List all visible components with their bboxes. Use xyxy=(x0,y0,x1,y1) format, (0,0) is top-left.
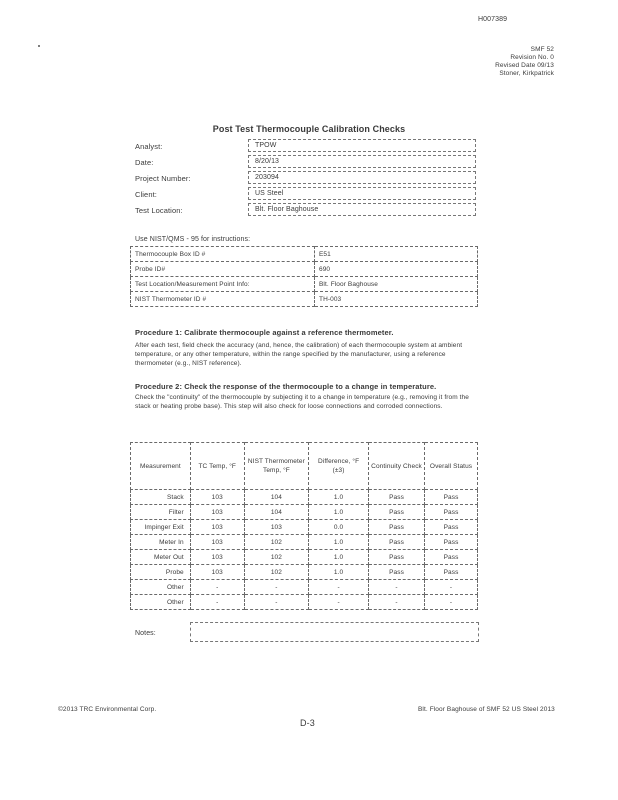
client-label: Client: xyxy=(135,190,157,199)
status-cell[interactable]: Pass xyxy=(425,520,478,535)
table-row xyxy=(131,490,478,505)
measurement-cell: Impinger Exit xyxy=(131,520,191,535)
table-row xyxy=(131,247,478,262)
header-line: Stoner, Kirkpatrick xyxy=(499,70,554,77)
equipment-label: Thermocouple Box ID # xyxy=(131,247,315,262)
equipment-value[interactable]: Blt. Floor Baghouse xyxy=(315,277,478,292)
tc-temp-cell[interactable]: - xyxy=(190,595,244,610)
difference-cell[interactable]: 1.0 xyxy=(309,565,369,580)
status-cell[interactable]: Pass xyxy=(425,490,478,505)
measurement-cell: Other xyxy=(131,595,191,610)
equipment-value[interactable]: TH-003 xyxy=(315,292,478,307)
tc-temp-cell[interactable]: 103 xyxy=(190,535,244,550)
analyst-field[interactable]: TPOW xyxy=(248,139,476,152)
difference-cell[interactable]: 1.0 xyxy=(309,535,369,550)
measurement-cell: Other xyxy=(131,580,191,595)
tc-temp-cell[interactable]: 103 xyxy=(190,520,244,535)
difference-cell[interactable]: 1.0 xyxy=(309,490,369,505)
table-row xyxy=(131,580,478,595)
continuity-cell[interactable]: - xyxy=(369,595,425,610)
header-line: Revision No. 0 xyxy=(510,54,554,61)
col-header-measurement: Measurement xyxy=(131,443,191,490)
continuity-cell[interactable]: Pass xyxy=(369,550,425,565)
table-row xyxy=(131,292,478,307)
calibration-check-table xyxy=(130,442,478,610)
status-cell[interactable]: Pass xyxy=(425,565,478,580)
tc-temp-cell[interactable]: 103 xyxy=(190,505,244,520)
client-field[interactable]: US Steel xyxy=(248,187,476,200)
equipment-caption: Use NIST/QMS - 95 for instructions: xyxy=(135,236,251,243)
table-row xyxy=(131,550,478,565)
nist-temp-cell[interactable]: 102 xyxy=(244,535,309,550)
nist-temp-cell[interactable]: 104 xyxy=(244,490,309,505)
difference-cell[interactable]: 0.0 xyxy=(309,520,369,535)
equipment-value[interactable]: E51 xyxy=(315,247,478,262)
measurement-cell: Filter xyxy=(131,505,191,520)
page-title: Post Test Thermocouple Calibration Checks xyxy=(212,124,406,134)
continuity-cell[interactable]: Pass xyxy=(369,535,425,550)
equipment-label: Probe ID# xyxy=(131,262,315,277)
notes-field[interactable] xyxy=(190,622,479,642)
table-row xyxy=(131,505,478,520)
col-header-nist-temp: NIST Thermometer Temp, °F xyxy=(244,443,309,490)
nist-temp-cell[interactable]: 103 xyxy=(244,520,309,535)
date-field[interactable]: 8/20/13 xyxy=(248,155,476,168)
nist-temp-cell[interactable]: - xyxy=(244,595,309,610)
tc-temp-cell[interactable]: 103 xyxy=(190,490,244,505)
header-block xyxy=(470,46,554,78)
notes-label: Notes: xyxy=(135,630,156,637)
difference-cell[interactable]: - xyxy=(309,580,369,595)
footer-report-name: Blt. Floor Baghouse of SMF 52 US Steel 2013 xyxy=(418,706,555,713)
footer-copyright: ©2013 TRC Environmental Corp. xyxy=(58,706,157,713)
continuity-cell[interactable]: Pass xyxy=(369,505,425,520)
table-row xyxy=(131,520,478,535)
procedure-2-text: Check the "continuity" of the thermocouple by subjecting it to a change in temperature (e.g., removing it from the stack or heating probe base). This step will also check for loose connections and corroded connections. xyxy=(135,394,469,410)
tc-temp-cell[interactable]: - xyxy=(190,580,244,595)
equipment-value[interactable]: 690 xyxy=(315,262,478,277)
continuity-cell[interactable]: Pass xyxy=(369,490,425,505)
continuity-cell[interactable]: - xyxy=(369,580,425,595)
tc-temp-cell[interactable]: 103 xyxy=(190,550,244,565)
table-row xyxy=(131,262,478,277)
status-cell[interactable]: Pass xyxy=(425,505,478,520)
date-label: Date: xyxy=(135,158,154,167)
nist-temp-cell[interactable]: 102 xyxy=(244,565,309,580)
continuity-cell[interactable]: Pass xyxy=(369,520,425,535)
table-row xyxy=(131,535,478,550)
project-number-field[interactable]: 203094 xyxy=(248,171,476,184)
nist-temp-cell[interactable]: 104 xyxy=(244,505,309,520)
status-cell[interactable]: - xyxy=(425,595,478,610)
procedure-1-title: Procedure 1: Calibrate thermocouple against a reference thermometer. xyxy=(135,328,394,337)
equipment-label: NIST Thermometer ID # xyxy=(131,292,315,307)
status-cell[interactable]: Pass xyxy=(425,550,478,565)
table-row xyxy=(131,565,478,580)
table-row xyxy=(131,277,478,292)
test-location-label: Test Location: xyxy=(135,206,183,215)
difference-cell[interactable]: 1.0 xyxy=(309,550,369,565)
difference-cell[interactable]: 1.0 xyxy=(309,505,369,520)
nist-temp-cell[interactable]: - xyxy=(244,580,309,595)
procedure-1-text: After each test, field check the accuracy (and, hence, the calibration) of each thermocouple system at ambient temperature, or any other temperature, within the range specified by the manufacturer, using a reference thermometer (e.g., NIST reference). xyxy=(135,342,463,367)
table-header-row xyxy=(131,443,478,490)
col-header-difference: Difference, °F (±3) xyxy=(309,443,369,490)
header-line: SMF 52 xyxy=(530,46,554,53)
document-id: H007389 xyxy=(478,16,508,23)
col-header-tc-temp: TC Temp, °F xyxy=(190,443,244,490)
equipment-table xyxy=(130,246,478,307)
scan-speck xyxy=(38,45,40,47)
header-line: Revised Date 09/13 xyxy=(495,62,554,69)
procedure-2-title: Procedure 2: Check the response of the thermocouple to a change in temperature. xyxy=(135,382,437,391)
measurement-cell: Stack xyxy=(131,490,191,505)
status-cell[interactable]: - xyxy=(425,580,478,595)
measurement-cell: Meter Out xyxy=(131,550,191,565)
measurement-cell: Meter In xyxy=(131,535,191,550)
nist-temp-cell[interactable]: 102 xyxy=(244,550,309,565)
col-header-status: Overall Status xyxy=(425,443,478,490)
col-header-continuity: Continuity Check xyxy=(369,443,425,490)
test-location-field[interactable]: Blt. Floor Baghouse xyxy=(248,203,476,216)
difference-cell[interactable]: - xyxy=(309,595,369,610)
tc-temp-cell[interactable]: 103 xyxy=(190,565,244,580)
measurement-cell: Probe xyxy=(131,565,191,580)
table-row xyxy=(131,595,478,610)
equipment-label: Test Location/Measurement Point Info: xyxy=(131,277,315,292)
status-cell[interactable]: Pass xyxy=(425,535,478,550)
continuity-cell[interactable]: Pass xyxy=(369,565,425,580)
analyst-label: Analyst: xyxy=(135,142,163,151)
project-number-label: Project Number: xyxy=(135,174,191,183)
page-number: D-3 xyxy=(300,718,315,728)
